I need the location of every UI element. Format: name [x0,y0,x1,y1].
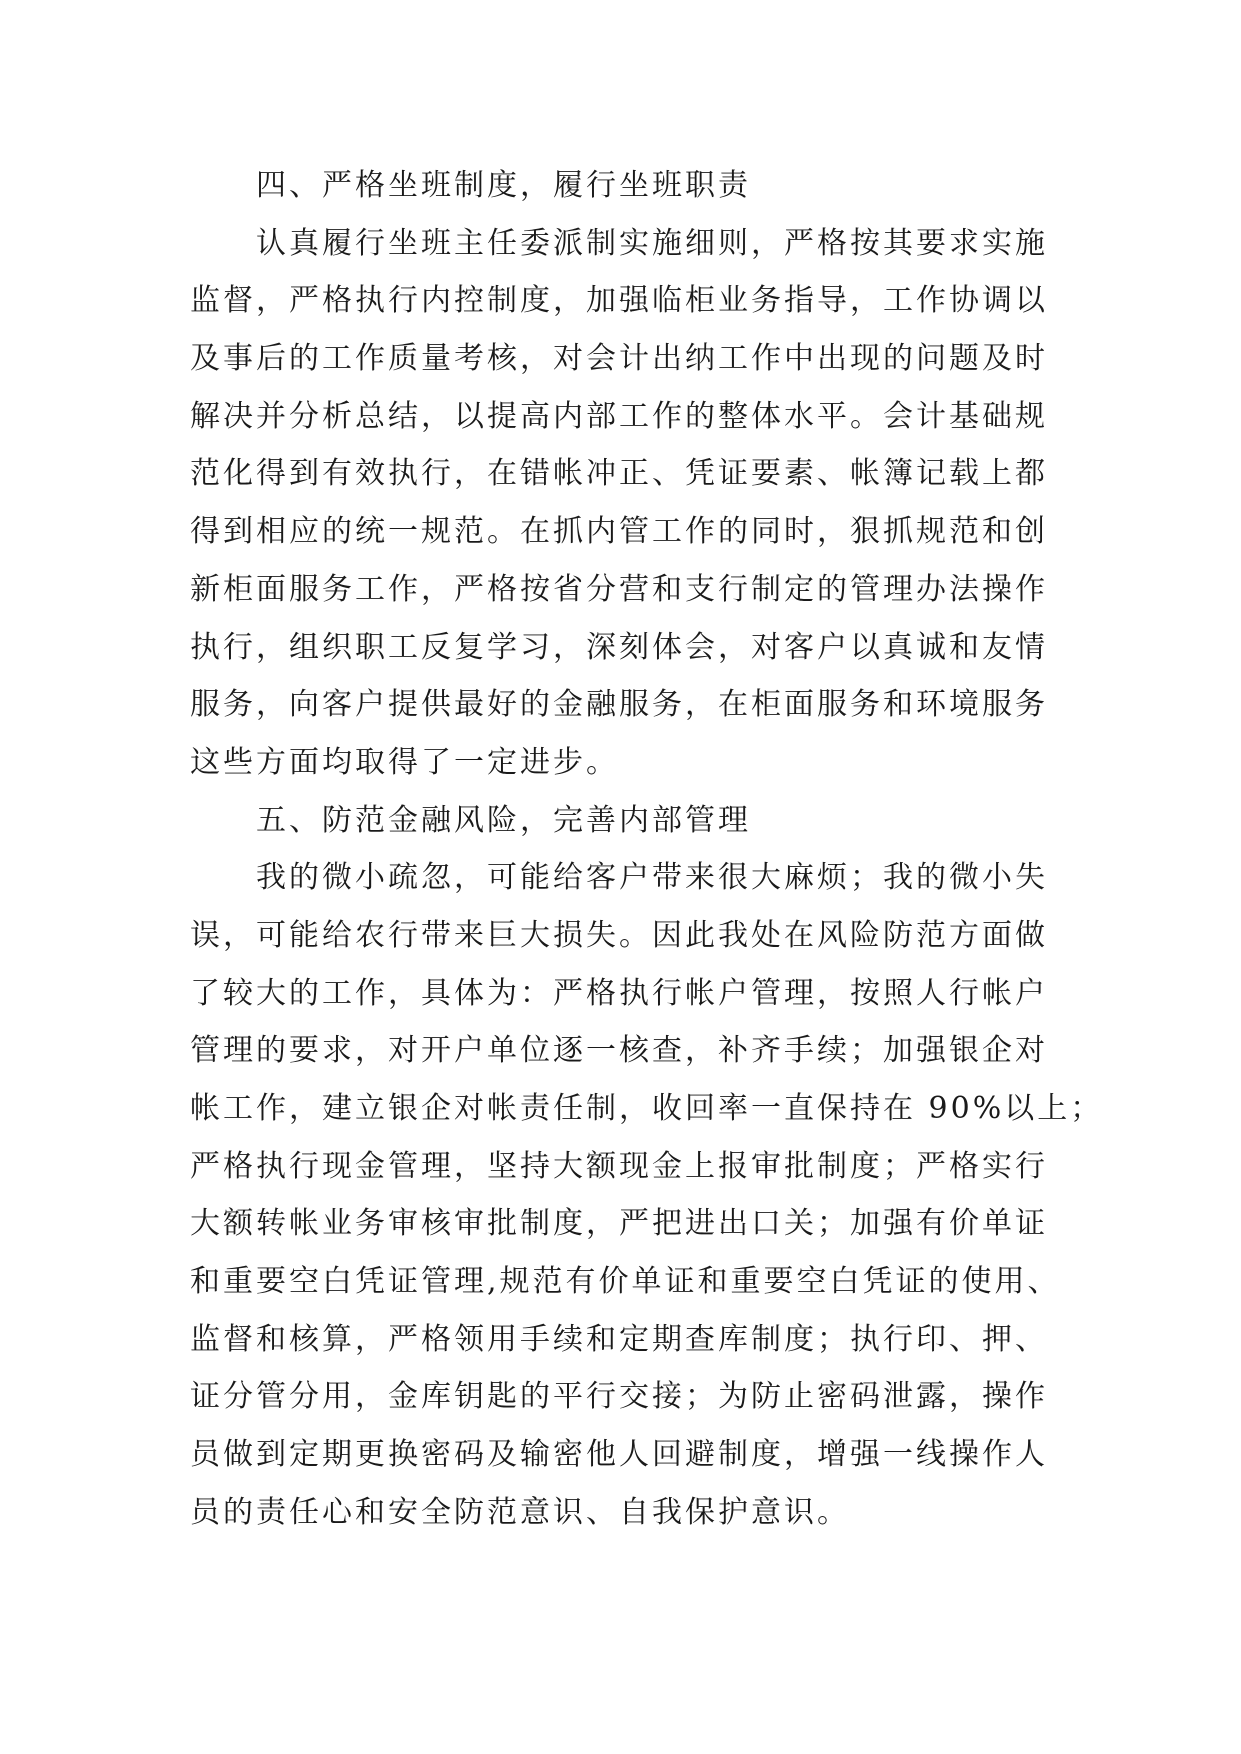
text-line: 解决并分析总结，以提高内部工作的整体水平。会计基础规 [190,398,1048,434]
text-line: 了较大的工作，具体为：严格执行帐户管理，按照人行帐户 [190,975,1048,1011]
text-line: 这些方面均取得了一定进步。 [190,744,619,780]
text-line: 执行，组织职工反复学习，深刻体会，对客户以真诚和友情 [190,629,1048,665]
text-line: 监督，严格执行内控制度，加强临柜业务指导，工作协调以 [190,283,1048,319]
text-line: 我的微小疏忽，可能给客户带来很大麻烦；我的微小失 [256,860,1048,896]
text-line: 五、防范金融风险，完善内部管理 [256,802,751,838]
text-line: 大额转帐业务审核审批制度，严把进出口关；加强有价单证 [190,1206,1048,1242]
text-line: 认真履行坐班主任委派制实施细则，严格按其要求实施 [256,225,1048,261]
text-line: 新柜面服务工作，严格按省分营和支行制定的管理办法操作 [190,571,1048,607]
text-line: 员做到定期更换密码及输密他人回避制度，增强一线操作人 [190,1437,1048,1473]
text-line: 员的责任心和安全防范意识、自我保护意识。 [190,1494,850,1530]
text-line: 得到相应的统一规范。在抓内管工作的同时，狠抓规范和创 [190,514,1048,550]
text-line: 监督和核算，严格领用手续和定期查库制度；执行印、押、 [190,1321,1048,1357]
text-line: 服务，向客户提供最好的金融服务，在柜面服务和环境服务 [190,687,1048,723]
text-line: 及事后的工作质量考核，对会计出纳工作中出现的问题及时 [190,341,1048,377]
document-body [190,157,1104,1542]
text-line: 误，可能给农行带来巨大损失。因此我处在风险防范方面做 [190,917,1048,953]
text-line: 证分管分用，金库钥匙的平行交接；为防止密码泄露，操作 [190,1379,1048,1415]
text-line: 四、严格坐班制度，履行坐班职责 [256,168,751,203]
text-line: 管理的要求，对开户单位逐一核查，补齐手续；加强银企对 [190,1033,1048,1069]
text-line: 帐工作，建立银企对帐责任制，收回率一直保持在 90%以上； [190,1091,1104,1126]
text-line: 和重要空白凭证管理,规范有价单证和重要空白凭证的使用、 [190,1264,1061,1300]
text-line: 严格执行现金管理，坚持大额现金上报审批制度；严格实行 [190,1148,1048,1184]
text-line: 范化得到有效执行，在错帐冲正、凭证要素、帐簿记载上都 [190,456,1048,492]
